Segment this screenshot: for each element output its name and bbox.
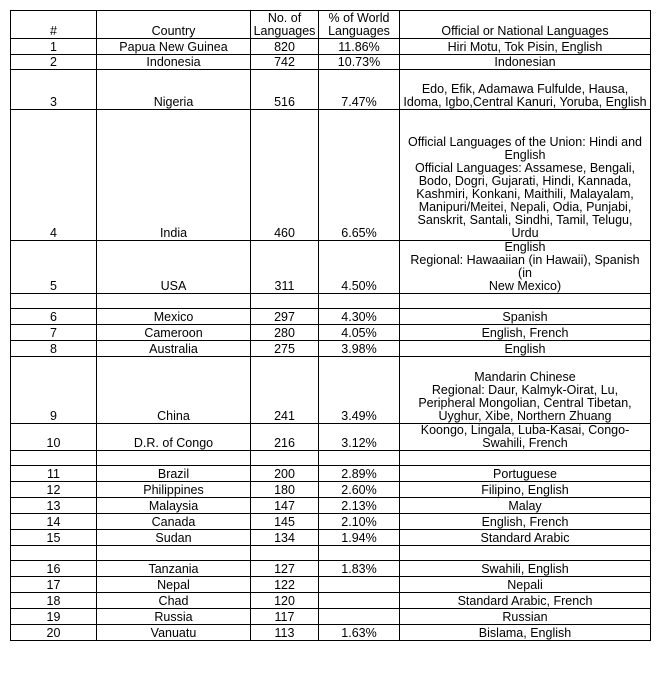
language-count-cell: 200 [251,466,319,482]
official-languages-line: Portuguese [493,467,557,481]
official-languages-cell [400,325,651,341]
official-languages-cell [400,341,651,357]
language-count-cell: 742 [251,55,319,70]
world-percent-cell [319,593,400,609]
spacer-cell [251,451,319,466]
row-number: 10 [11,424,97,451]
row-number: 1 [11,39,97,55]
language-count-cell: 280 [251,325,319,341]
official-languages-line: Indonesian [494,55,556,69]
official-languages-cell [400,70,651,110]
header-row [11,11,651,39]
official-languages-cell [400,593,651,609]
country-cell: Nigeria [97,70,251,110]
header-languages [251,11,319,39]
spacer-row [11,294,651,309]
language-count-cell: 241 [251,357,319,424]
language-count-cell: 275 [251,341,319,357]
table-row [11,241,651,294]
official-languages-line: Uyghur, Xibe, Northern Zhuang [438,409,612,423]
language-table-sheet [10,10,650,660]
official-languages-line: Bodo, Dogri, Gujarati, Hindi, Kannada, [418,174,632,188]
country-cell: Mexico [97,309,251,325]
row-number: 17 [11,577,97,593]
table-row [11,325,651,341]
spacer-cell [97,546,251,561]
country-cell: Vanuatu [97,625,251,641]
country-cell: Nepal [97,577,251,593]
official-languages-line: Sanskrit, Santali, Sindhi, Tamil, Telugu, [417,213,633,227]
official-languages-cell [400,241,651,294]
row-number: 18 [11,593,97,609]
language-count-cell: 120 [251,593,319,609]
row-number: 3 [11,70,97,110]
world-percent-cell: 2.89% [319,466,400,482]
official-languages-line: Standard Arabic, French [457,594,593,608]
row-number: 14 [11,514,97,530]
spacer-cell [319,546,400,561]
country-cell: Canada [97,514,251,530]
language-count-cell: 311 [251,241,319,294]
world-percent-cell: 6.65% [319,110,400,241]
official-languages-line: Official Languages: Assamese, Bengali, [414,161,636,175]
official-languages-line: Filipino, English [481,483,569,497]
language-count-cell: 180 [251,482,319,498]
world-percent-cell: 7.47% [319,70,400,110]
official-languages-line: Russian [502,610,548,624]
row-number: 4 [11,110,97,241]
spacer-cell [319,294,400,309]
world-percent-cell: 11.86% [319,39,400,55]
country-cell: Papua New Guinea [97,39,251,55]
official-languages-line: New Mexico) [488,279,562,293]
row-number: 19 [11,609,97,625]
spacer-cell [319,451,400,466]
row-number: 20 [11,625,97,641]
country-cell: Philippines [97,482,251,498]
official-languages-line: Manipuri/Meitei, Nepali, Odia, Punjabi, [418,200,632,214]
header-percent-line: Languages [328,24,390,38]
world-percent-cell: 1.63% [319,625,400,641]
header-languages-line: Languages [253,24,316,38]
language-count-cell: 113 [251,625,319,641]
country-cell: Cameroon [97,325,251,341]
table-row [11,498,651,514]
table-row [11,514,651,530]
official-languages-cell [400,625,651,641]
official-languages-line: Mandarin Chinese [474,370,576,384]
official-languages-line: Standard Arabic [480,531,570,545]
country-cell: Russia [97,609,251,625]
official-languages-line: English, French [481,515,569,529]
official-languages-line: Malay [508,499,542,513]
header-country: Country [97,11,251,39]
spacer-cell [97,451,251,466]
country-cell: India [97,110,251,241]
official-languages-cell [400,530,651,546]
language-count-cell: 147 [251,498,319,514]
official-languages-line: Peripheral Mongolian, Central Tibetan, [418,396,632,410]
official-languages-cell [400,309,651,325]
official-languages-line: Official Languages of the Union: Hindi and [408,135,642,149]
language-count-cell: 134 [251,530,319,546]
table-row [11,625,651,641]
world-percent-cell: 3.12% [319,424,400,451]
spacer-cell [97,294,251,309]
official-languages-line: Koongo, Lingala, Luba-Kasai, Congo- [420,423,630,437]
header-official-languages: Official or National Languages [400,11,651,39]
official-languages-line: Swahili, English [481,562,569,576]
row-number: 15 [11,530,97,546]
table-row [11,309,651,325]
world-percent-cell: 1.94% [319,530,400,546]
table-row [11,70,651,110]
official-languages-cell [400,561,651,577]
table-row [11,55,651,70]
spacer-cell [11,294,97,309]
official-languages-line: Swahili, French [482,436,568,450]
spacer-cell [400,451,651,466]
official-languages-cell [400,514,651,530]
row-number: 12 [11,482,97,498]
table-row [11,577,651,593]
language-count-cell: 145 [251,514,319,530]
official-languages-line: Kashmiri, Konkani, Maithili, Malayalam, [416,187,634,201]
world-percent-cell: 2.10% [319,514,400,530]
language-count-cell: 117 [251,609,319,625]
official-languages-cell [400,498,651,514]
row-number: 8 [11,341,97,357]
language-count-cell: 216 [251,424,319,451]
languages-table [10,10,651,641]
official-languages-line: Hiri Motu, Tok Pisin, English [447,40,603,54]
world-percent-cell: 4.05% [319,325,400,341]
table-row [11,341,651,357]
language-count-cell: 297 [251,309,319,325]
spacer-cell [400,294,651,309]
row-number: 13 [11,498,97,514]
language-count-cell: 516 [251,70,319,110]
world-percent-cell: 4.30% [319,309,400,325]
official-languages-cell [400,482,651,498]
country-cell: Brazil [97,466,251,482]
table-body [11,39,651,641]
row-number: 5 [11,241,97,294]
table-row [11,593,651,609]
language-count-cell: 122 [251,577,319,593]
official-languages-line: English [504,240,546,254]
table-row [11,357,651,424]
spacer-cell [11,546,97,561]
table-row [11,609,651,625]
row-number: 16 [11,561,97,577]
official-languages-cell [400,424,651,451]
official-languages-line: Nepali [507,578,543,592]
spacer-row [11,546,651,561]
row-number: 6 [11,309,97,325]
official-languages-cell [400,357,651,424]
header-num: # [11,11,97,39]
spacer-cell [251,294,319,309]
table-row [11,466,651,482]
official-languages-cell [400,577,651,593]
table-row [11,424,651,451]
official-languages-line: Spanish [502,310,548,324]
country-cell: USA [97,241,251,294]
world-percent-cell [319,577,400,593]
table-row [11,39,651,55]
official-languages-line: English, French [481,326,569,340]
country-cell: Sudan [97,530,251,546]
header-percent-line: % of World [328,11,390,25]
official-languages-cell [400,609,651,625]
world-percent-cell: 4.50% [319,241,400,294]
table-row [11,530,651,546]
country-cell: Chad [97,593,251,609]
official-languages-line: Urdu [511,226,539,240]
row-number: 2 [11,55,97,70]
header-percent [319,11,400,39]
country-cell: D.R. of Congo [97,424,251,451]
world-percent-cell: 2.13% [319,498,400,514]
language-count-cell: 460 [251,110,319,241]
world-percent-cell: 2.60% [319,482,400,498]
official-languages-cell [400,466,651,482]
spacer-cell [11,451,97,466]
world-percent-cell: 3.49% [319,357,400,424]
table-row [11,482,651,498]
official-languages-line: Regional: Daur, Kalmyk-Oirat, Lu, [431,383,619,397]
row-number: 9 [11,357,97,424]
row-number: 11 [11,466,97,482]
language-count-cell: 820 [251,39,319,55]
world-percent-cell: 1.83% [319,561,400,577]
official-languages-cell [400,110,651,241]
world-percent-cell: 10.73% [319,55,400,70]
official-languages-line: Edo, Efik, Adamawa Fulfulde, Hausa, [421,82,629,96]
table-row [11,110,651,241]
official-languages-cell [400,55,651,70]
spacer-cell [400,546,651,561]
spacer-row [11,451,651,466]
language-count-cell: 127 [251,561,319,577]
country-cell: Malaysia [97,498,251,514]
world-percent-cell: 3.98% [319,341,400,357]
official-languages-line: English [504,148,546,162]
header-languages-line: No. of [267,11,302,25]
official-languages-cell [400,39,651,55]
official-languages-line: Idoma, Igbo,Central Kanuri, Yoruba, English [403,95,647,109]
official-languages-line: Bislama, English [478,626,572,640]
country-cell: Tanzania [97,561,251,577]
world-percent-cell [319,609,400,625]
country-cell: Indonesia [97,55,251,70]
spacer-cell [251,546,319,561]
country-cell: China [97,357,251,424]
official-languages-line: Regional: Hawaaiian (in Hawaii), Spanish (in [410,253,640,280]
table-row [11,561,651,577]
country-cell: Australia [97,341,251,357]
official-languages-line: English [504,342,546,356]
row-number: 7 [11,325,97,341]
